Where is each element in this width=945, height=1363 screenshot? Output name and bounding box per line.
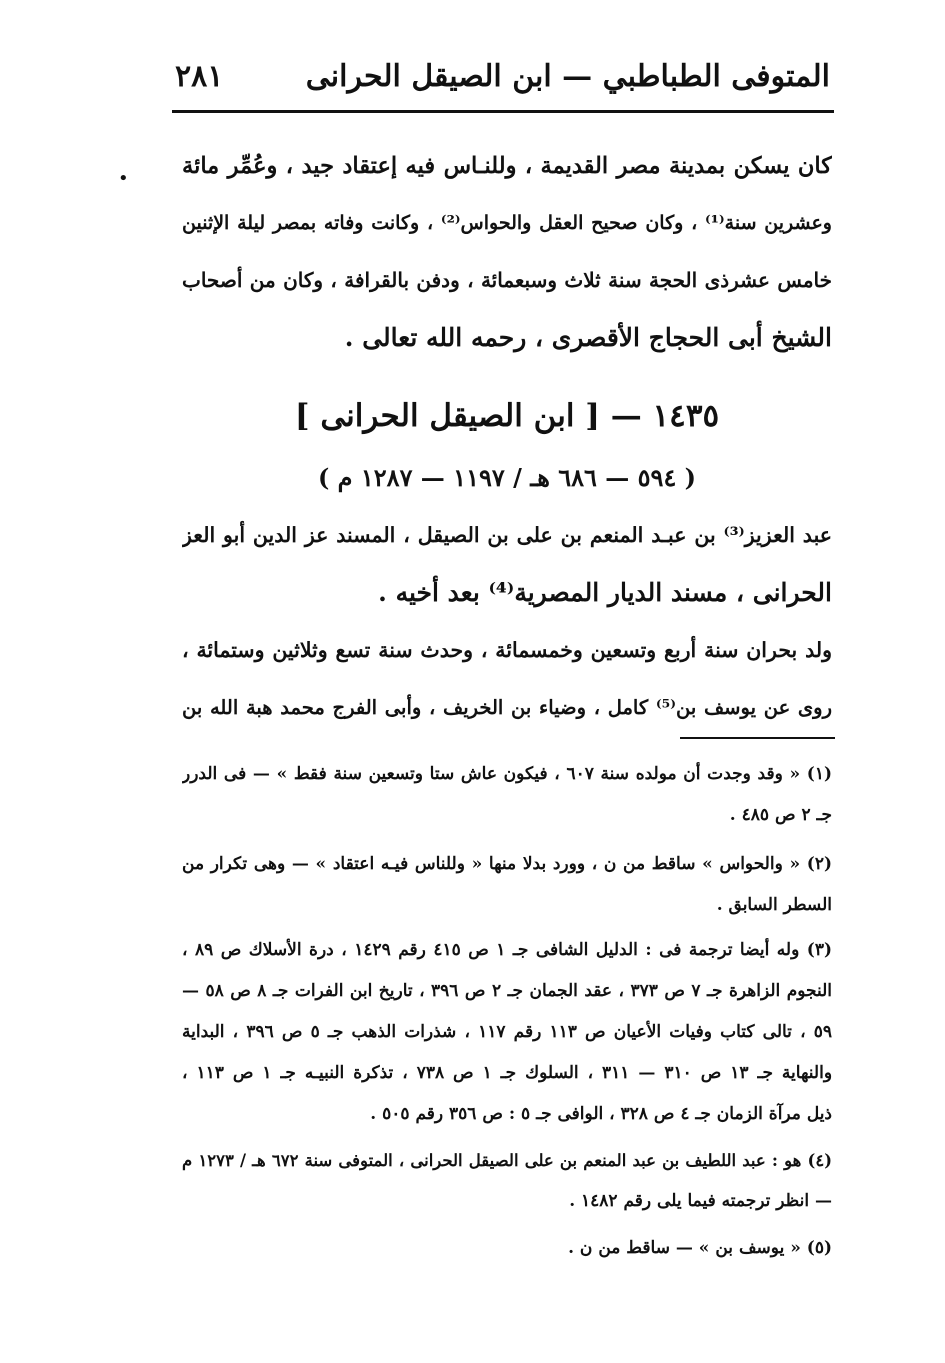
footnote-line: (١) « وقد وجدت أن مولده سنة ٦٠٧ ، فيكون عاش ستا وتسعين سنة فقط » — فى الدرر xyxy=(182,764,832,784)
footnote-line: السطر السابق . xyxy=(716,895,832,915)
entry-dates: ( ٥٩٤ — ٦٨٦ هـ / ١١٩٧ — ١٢٨٧ م ) xyxy=(317,463,697,492)
text-line: ولد بحران سنة أربع وتسعين وخمسمائة ، وحدث سنة تسع وثلاثين وستمائة ، xyxy=(182,638,832,662)
text-line: عبد العزيز⁽³⁾ بن عبـد المنعم بن على بن الصيقل ، المسند عز الدين أبو العز xyxy=(182,523,832,547)
footnote-line: — انظر ترجمته فيما يلى رقم ١٤٨٢ . xyxy=(569,1191,832,1211)
footnote-line: النجوم الزاهرة جـ ٧ ص ٣٧٣ ، عقد الجمان جـ ٢ ص ٣٩٦ ، تاريخ ابن الفرات جـ ٨ ص ٥٨ — xyxy=(182,981,832,1001)
footnote-line: (٥) « يوسف بن » — ساقط من ن . xyxy=(568,1238,832,1258)
paragraph-entry-intro xyxy=(182,507,832,621)
footnote-3 xyxy=(182,930,832,1135)
footnote-4 xyxy=(182,1140,832,1222)
running-head-title: المتوفى الطباطبي — ابن الصيقل الحرانى xyxy=(305,58,830,94)
footnote-line: (٣) وله أيضا ترجمة فى : الدليل الشافى جـ ١ ص ٤١٥ رقم ١٤٢٩ ، درة الأسلاك ص ٨٩ ، xyxy=(182,940,832,960)
footnote-line: (٢) « والحواس » ساقط من ن ، وورد بدلا منها « وللناس فيـه اعتقاد » — وهى تكرار من xyxy=(182,854,832,874)
footnote-2 xyxy=(182,844,832,926)
text-line: وعشرين سنة⁽¹⁾ ، وكان صحيح العقل والحواس⁽²⁾ ، وكانت وفاته بمصر ليلة الإثنين xyxy=(182,212,832,234)
footnote-line: جـ ٢ ص ٤٨٥ . xyxy=(729,805,832,825)
entry-heading: ١٤٣٥ — [ ابن الصيقل الحرانى ] xyxy=(294,398,720,434)
paragraph-entry-body xyxy=(182,622,832,736)
text-line: الحرانى ، مسند الديار المصرية⁽⁴⁾ بعد أخيه . xyxy=(378,578,832,607)
text-line: كان يسكن بمدينة مصر القديمة ، وللنـاس فيه إعتقاد جيد ، وعُمِّر مائة xyxy=(182,153,832,179)
running-head xyxy=(175,50,830,102)
footnote-line: ٥٩ ، تالى كتاب وفيات الأعيان ص ١١٣ رقم ١١٧ ، شذرات الذهب جـ ٥ ص ٣٩٦ ، البداية xyxy=(182,1022,832,1042)
text-line: روى عن يوسف بن⁽⁵⁾ كامل ، وضياء بن الخريف ، وأبى الفرج محمد هبة الله بن xyxy=(182,696,832,719)
paragraph-previous-entry xyxy=(182,138,832,366)
footnote-5 xyxy=(182,1228,832,1269)
text-line: الشيخ أبى الحجاج الأقصرى ، رحمه الله تعالى . xyxy=(344,323,832,352)
page-number: ٢٨١ xyxy=(175,58,224,94)
footnote-line: ذيل مرآة الزمان جـ ٤ ص ٣٢٨ ، الوافى جـ ٥ : ص ٣٥٦ رقم ٥٠٥ . xyxy=(370,1104,832,1124)
footnote-line: (٤) هو : عبد اللطيف بن عبد المنعم بن على الصيقل الحرانى ، المتوفى سنة ٦٧٢ هـ / ١٢٧٣ م xyxy=(182,1151,832,1170)
footnote-1 xyxy=(182,754,832,836)
footnote-rule xyxy=(680,737,835,739)
header-rule xyxy=(172,110,834,113)
text-line: خامس عشرذى الحجة سنة ثلاث وسبعمائة ، ودفن بالقرافة ، وكان من أصحاب xyxy=(182,268,832,292)
footnote-line: والنهاية جـ ١٣ ص ٣١٠ — ٣١١ ، السلوك جـ ١ ص ٧٣٨ ، تذكرة النبيـه جـ ١ ص ١١٣ ، xyxy=(182,1063,832,1083)
margin-mark: • xyxy=(118,168,129,189)
